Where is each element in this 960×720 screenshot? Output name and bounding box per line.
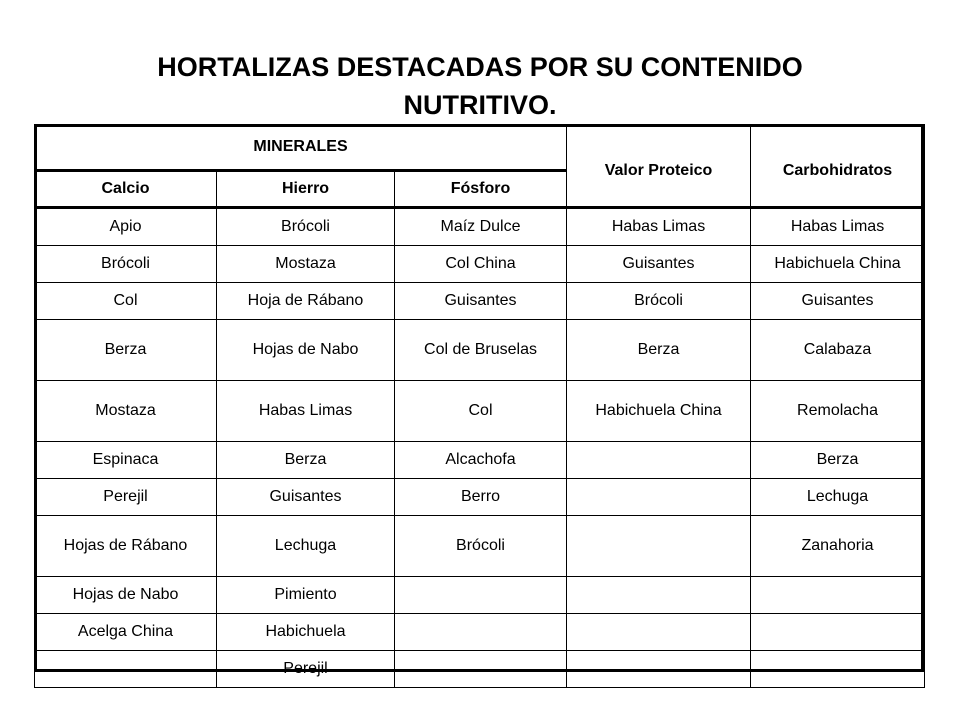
- table-cell: Hojas de Nabo: [35, 577, 217, 614]
- table-cell: Pimiento: [217, 577, 395, 614]
- page-title: [60, 48, 900, 124]
- table-row: [35, 516, 925, 577]
- title-line-2: NUTRITIVO.: [403, 90, 557, 120]
- table-cell: Hojas de Nabo: [217, 320, 395, 381]
- table-cell: Col de Bruselas: [395, 320, 567, 381]
- table-cell: Hojas de Rábano: [35, 516, 217, 577]
- table-cell: Habichuela: [217, 614, 395, 651]
- table-cell: Brócoli: [217, 208, 395, 246]
- table-row: [35, 283, 925, 320]
- header-carbohidratos: Carbohidratos: [751, 125, 925, 208]
- table-cell: Guisantes: [395, 283, 567, 320]
- table-row: [35, 320, 925, 381]
- table-body: [35, 208, 925, 688]
- table-cell: [567, 614, 751, 651]
- table-cell: Remolacha: [751, 381, 925, 442]
- nutrient-table: [34, 124, 925, 688]
- table-cell: Calabaza: [751, 320, 925, 381]
- table-cell: Berza: [217, 442, 395, 479]
- table-cell: [567, 442, 751, 479]
- table-cell: Habas Limas: [217, 381, 395, 442]
- table-cell: Brócoli: [395, 516, 567, 577]
- table-cell: Zanahoria: [751, 516, 925, 577]
- table-row: [35, 479, 925, 516]
- table-cell: [395, 614, 567, 651]
- table-cell: [35, 651, 217, 688]
- header-minerales: MINERALES: [35, 125, 567, 171]
- table-cell: Col China: [395, 246, 567, 283]
- table-row: [35, 651, 925, 688]
- table-cell: [567, 651, 751, 688]
- table-cell: Habichuela China: [567, 381, 751, 442]
- table-cell: [395, 577, 567, 614]
- table-cell: Mostaza: [35, 381, 217, 442]
- title-line-1: HORTALIZAS DESTACADAS POR SU CONTENIDO: [157, 52, 803, 82]
- table-cell: Perejil: [35, 479, 217, 516]
- table-cell: Maíz Dulce: [395, 208, 567, 246]
- header-fosforo: Fósforo: [395, 171, 567, 208]
- table-cell: Espinaca: [35, 442, 217, 479]
- header-valor-proteico: Valor Proteico: [567, 125, 751, 208]
- table-header: [35, 125, 925, 208]
- table-row: [35, 614, 925, 651]
- table-cell: Perejil: [217, 651, 395, 688]
- table-cell: Lechuga: [751, 479, 925, 516]
- table-cell: [395, 651, 567, 688]
- table-cell: [567, 516, 751, 577]
- header-calcio: Calcio: [35, 171, 217, 208]
- table-cell: Acelga China: [35, 614, 217, 651]
- header-row-groups: [35, 125, 925, 171]
- table-cell: Alcachofa: [395, 442, 567, 479]
- table-cell: Berza: [567, 320, 751, 381]
- table-cell: Mostaza: [217, 246, 395, 283]
- table-row: [35, 208, 925, 246]
- table-cell: Brócoli: [35, 246, 217, 283]
- table-cell: Habichuela China: [751, 246, 925, 283]
- table-cell: [567, 577, 751, 614]
- table-row: [35, 442, 925, 479]
- table-cell: [567, 479, 751, 516]
- table-cell: [751, 614, 925, 651]
- header-hierro: Hierro: [217, 171, 395, 208]
- table-cell: Habas Limas: [567, 208, 751, 246]
- table-cell: Apio: [35, 208, 217, 246]
- table-row: [35, 577, 925, 614]
- table-cell: Hoja de Rábano: [217, 283, 395, 320]
- table-cell: Berza: [35, 320, 217, 381]
- table-cell: Habas Limas: [751, 208, 925, 246]
- table-cell: Col: [395, 381, 567, 442]
- table-cell: Col: [35, 283, 217, 320]
- table-cell: Brócoli: [567, 283, 751, 320]
- table-cell: Guisantes: [567, 246, 751, 283]
- table-row: [35, 246, 925, 283]
- table-cell: Lechuga: [217, 516, 395, 577]
- table-row: [35, 381, 925, 442]
- table-cell: Berza: [751, 442, 925, 479]
- table-cell: [751, 577, 925, 614]
- table-cell: Guisantes: [751, 283, 925, 320]
- table-cell: Guisantes: [217, 479, 395, 516]
- table-cell: Berro: [395, 479, 567, 516]
- table-cell: [751, 651, 925, 688]
